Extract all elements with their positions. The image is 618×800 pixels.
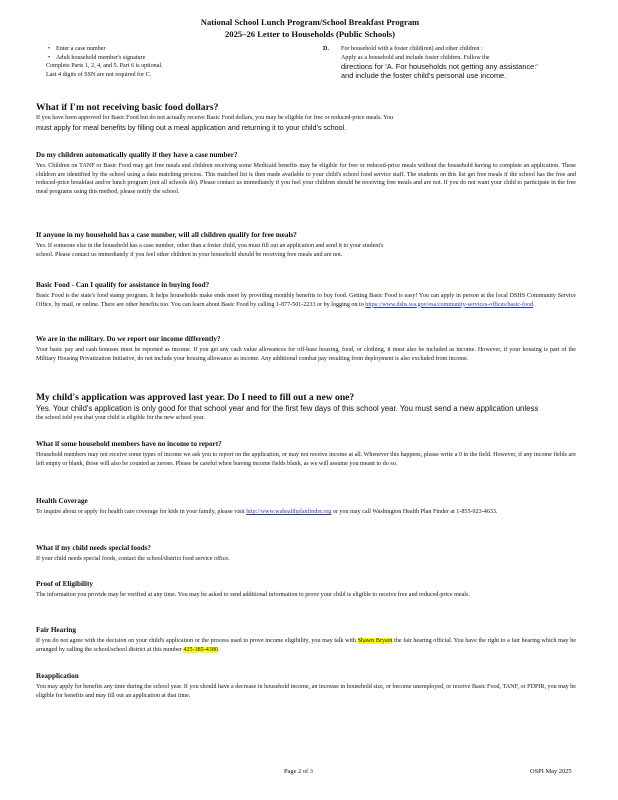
section-heading: Basic Food - Can I qualify for assistance in buying food? xyxy=(36,281,210,289)
section-military xyxy=(36,335,576,363)
foster-line-4: and include the foster child's personal use income. xyxy=(341,71,507,81)
section-text: If your child needs special foods, contact the school/district food service office. xyxy=(36,556,230,562)
section-text-line-2: must apply for meal benefits by filling out a meal application and returning it to your child's school. xyxy=(36,122,347,132)
section-text-mid: the fair hearing official. You have the right to a fair hearing which may be arranged by calling the school/school district at this number xyxy=(36,638,576,653)
page-number: Page 2 of 3 xyxy=(284,768,313,775)
application-checklist xyxy=(46,45,296,79)
section-heading: Health Coverage xyxy=(36,497,88,505)
section-text-line-1: Yes. If someone else in the household has a case number, other than a foster child, you must fill out an application and send it to your student's xyxy=(36,243,384,249)
section-text-line-2: school. Please contact us immediately if you feel other children in your household should be receiving free meals and are not. xyxy=(36,251,343,258)
footer-revision: OSPI May 2025 xyxy=(530,768,572,775)
section-heading: What if I'm not receiving basic food dollars? xyxy=(36,102,219,113)
section-text: To inquire about or apply for health care coverage for kids in your family, please visit xyxy=(36,509,245,515)
section-health-coverage xyxy=(36,497,576,517)
section-text-line-1: If you have been approved for Basic Food but do not actually receive Basic Food dollars, you may be eligible for free or reduced-price meals. You xyxy=(36,115,394,121)
section-special-foods xyxy=(36,544,576,564)
foster-line-1: For household with a foster child(ren) and other children : xyxy=(341,46,483,52)
health-plan-finder-link[interactable]: http://www.wahealthplanfinder.org xyxy=(246,509,332,515)
document-title-line-1: National School Lunch Program/School Breakfast Program xyxy=(200,17,420,27)
item-letter-d: D. xyxy=(323,46,329,52)
section-basic-food-assistance xyxy=(36,281,576,309)
foster-line-3: directions for 'A. For households not getting any assistance:' xyxy=(341,62,538,72)
section-heading: Do my children automatically qualify if they have a case number? xyxy=(36,151,238,159)
section-basic-food-dollars xyxy=(36,102,576,132)
section-heading: What if my child needs special foods? xyxy=(36,544,152,552)
section-automatic-qualification xyxy=(36,151,576,196)
section-text: The information you provide may be verified at any time. You may be asked to send additional information to prove your child is eligible to receive free and reduced-price meals. xyxy=(36,592,470,598)
section-heading: What if some household members have no income to report? xyxy=(36,440,222,448)
fair-hearing-official-name: Shawn Bryant xyxy=(357,638,393,644)
foster-child-instructions xyxy=(323,45,581,80)
section-text: Yes. Children on TANF or Basic Food may get free meals and children receiving some Medicaid benefits may be eligible for free or reduced-price meals without the household having to complete an application. These children are identified by the school using a data matching process. This matched list is then made available to your child's school food service staff. The students on this list get free meals if the school has the free and reduced-price breakfast and/or lunch program (not all schools do). Please contact us immediately if you feel your children should be receiving free meals and are not. If you do not want your child to participate in the free meal programs using this method, please notify the school. xyxy=(36,163,576,195)
section-heading: Fair Hearing xyxy=(36,626,76,634)
section-text-end: . xyxy=(533,301,535,308)
section-reapplication xyxy=(36,672,576,700)
section-proof-of-eligibility xyxy=(36,580,576,600)
section-text-line-2: the school told you that your child is eligible for the new school year. xyxy=(36,415,205,421)
section-text: Basic Food is the state's food stamp program. It helps households make ends meet by providing monthly benefits to buy food. Getting Basic Food is easy! You can apply in person at the local DSHS Community Service Office, by mail, or online. There are other benefits too. You can learn about Basic Food by calling 1-877-501-2233 or by logging on to xyxy=(36,293,576,308)
section-fair-hearing xyxy=(36,626,576,654)
section-heading: Proof of Eligibility xyxy=(36,580,93,588)
section-text: Your basic pay and cash bonuses must be reported as income. If you get any cash value allowances for off-base housing, food, or clothing, it must also be included as income. However, if your housing is part of the Military Housing Privatization Initiative, do not include your housing allowance as income. Any additional combat pay resulting from deployment is also excluded from income. xyxy=(36,347,576,362)
section-heading: My child's application was approved last year. Do I need to fill out a new one? xyxy=(36,392,355,403)
section-heading: If anyone in my household has a case number, will all children qualify for free meals? xyxy=(36,231,297,239)
checklist-item-case-number: • Enter a case number xyxy=(56,45,296,54)
document-title-line-2: 2025–26 Letter to Households (Public Schools) xyxy=(224,29,396,39)
section-text: If you do not agree with the decision on your child's application or the process used to prove income eligibility, you may talk with xyxy=(36,638,356,644)
section-text-end: . xyxy=(217,646,220,653)
section-no-income xyxy=(36,440,576,468)
foster-line-2: Apply as a household and include foster children. Follow the xyxy=(341,54,490,61)
section-heading: We are in the military. Do we report our income differently? xyxy=(36,335,221,343)
section-approved-last-year xyxy=(36,392,576,423)
section-text-line-1: Yes. Your child's application is only good for that school year and for the first few days of this school year. You must send a new application unless xyxy=(36,404,539,413)
section-heading: Reapplication xyxy=(36,672,79,680)
section-text-end: or you may call Washington Health Plan Finder at 1-855-923-4633. xyxy=(332,509,498,515)
ssn-line: Last 4 digits of SSN are not required for C. xyxy=(46,71,152,78)
checklist-item-signature: • Adult household member's signature xyxy=(56,54,296,63)
section-text: Household members may not receive some types of income we ask you to report on the application, or may not receive income at all. Whenever this happens, please write a 0 in the field. However, if any income fields are left empty or blank, those will also be counted as zeroes. Please be careful when leaving income fields blank, as we will assume you meant to do so. xyxy=(36,452,576,467)
section-text: You may apply for benefits any time during the school year. If you should have a decrease in household income, an increase in household size, or become unemployed, or receive Basic Food, TANF, or FDPIR, you may be eligible for benefits and may fill out an application at that time. xyxy=(36,684,576,699)
complete-parts-line: Complete Parts 1, 2, 4, and 5. Part 6 is optional. xyxy=(46,63,163,70)
fair-hearing-phone: 425-385-4380 xyxy=(183,646,218,653)
basic-food-link[interactable]: https://www.dshs.wa.gov/esa/community-services-offices/basic-food xyxy=(365,301,534,308)
section-case-number xyxy=(36,231,576,259)
